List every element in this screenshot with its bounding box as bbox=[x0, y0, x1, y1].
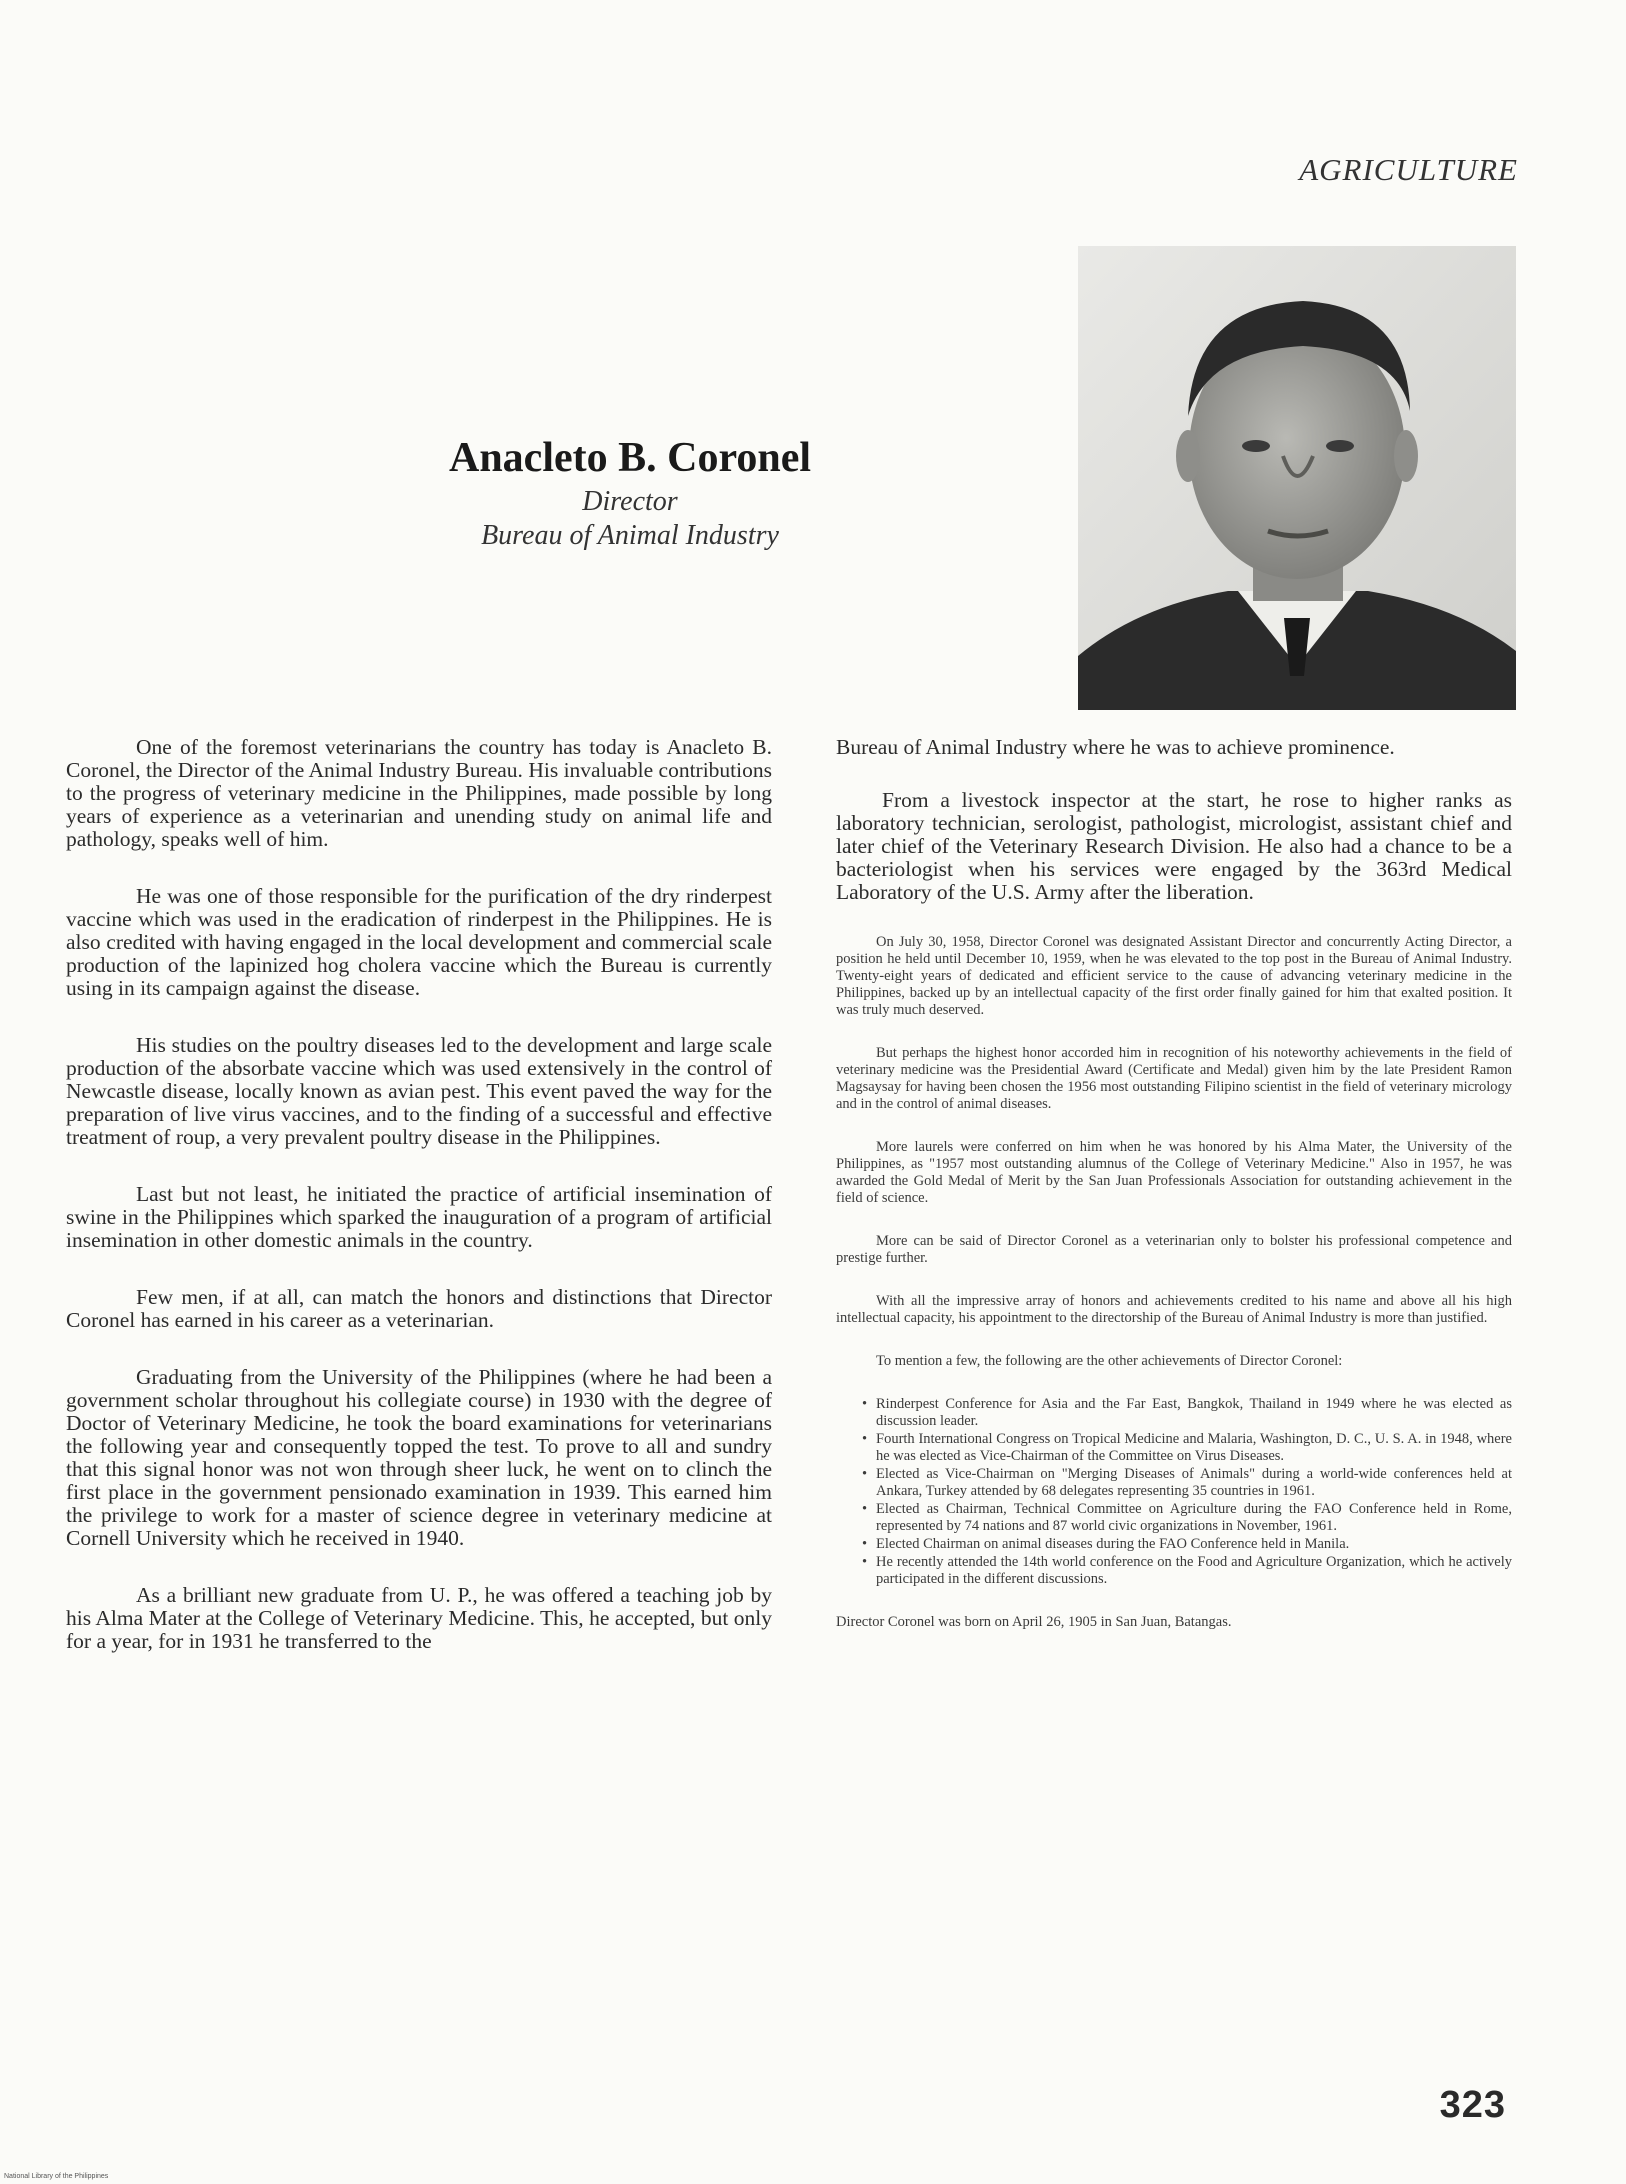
left-column bbox=[66, 736, 772, 1687]
closing-line: Director Coronel was born on April 26, 1905 in San Juan, Batangas. bbox=[836, 1614, 1232, 1630]
paragraph: His studies on the poultry diseases led to the development and large scale production of the absorbate vaccine which was used extensively in the control of Newcastle disease, locally known as avian pest. This event paved the way for the preparation of live virus vaccines, and to the finding of a successful and effective treatment of roup, a very prevalent poultry disease in the Philippines. bbox=[66, 1033, 772, 1149]
paragraph: Few men, if at all, can match the honors and distinctions that Director Coronel has earned in his career as a veterinarian. bbox=[66, 1285, 772, 1332]
paragraph: One of the foremost veterinarians the country has today is Anacleto B. Coronel, the Director of the Animal Industry Bureau. His invaluable contributions to the progress of veterinary medicine in the Philippines, made possible by long years of experience as a veterinarian and unending study on animal life and pathology, speaks well of him. bbox=[66, 735, 772, 851]
person-role: Director bbox=[582, 486, 678, 517]
paragraph: From a livestock inspector at the start, he rose to higher ranks as laboratory technician, serologist, pathologist, micrologist, assistant chief and later chief of the Veterinary Research Division. He also had a chance to be a bacteriologist when his services were engaged by the 363rd Medical Laboratory of the U.S. Army after the liberation. bbox=[836, 788, 1512, 904]
achievements-list bbox=[836, 1396, 1512, 1588]
paragraph: As a brilliant new graduate from U. P., he was offered a teaching job by his Alma Mater at the College of Veterinary Medicine. This, he accepted, but only for a year, for in 1931 he transferred to the bbox=[66, 1583, 772, 1653]
paragraph: To mention a few, the following are the other achievements of Director Coronel: bbox=[876, 1353, 1343, 1369]
section-label: AGRICULTURE bbox=[1299, 152, 1518, 187]
paragraph: With all the impressive array of honors and achievements credited to his name and above all his high intellectual capacity, his appointment to the directorship of the Bureau of Animal Industry is more than justified. bbox=[836, 1293, 1512, 1326]
paragraph: Bureau of Animal Industry where he was to achieve prominence. bbox=[836, 735, 1395, 759]
list-item: • He recently attended the 14th world conference on the Food and Agriculture Organization, which he actively participated in the different discussions. bbox=[862, 1554, 1512, 1588]
page-number: 323 bbox=[1439, 2084, 1506, 2126]
list-item: • Fourth International Congress on Tropical Medicine and Malaria, Washington, D. C., U. S. A. in 1948, where he was elected as Vice-Chairman of the Committee on Virus Diseases. bbox=[862, 1431, 1512, 1465]
right-column bbox=[836, 736, 1512, 1631]
paragraph: More laurels were conferred on him when he was honored by his Alma Mater, the University of the Philippines, as "1957 most outstanding alumnus of the College of Veterinary Medicine." Also in 1957, he was awarded the Gold Medal of Merit by the San Juan Professionals Association for outstanding achievement in the field of science. bbox=[836, 1139, 1512, 1206]
portrait-illustration bbox=[1078, 246, 1516, 710]
person-organization: Bureau of Animal Industry bbox=[481, 520, 779, 551]
list-item: • Elected Chairman on animal diseases during the FAO Conference held in Manila. bbox=[862, 1536, 1512, 1553]
list-item: • Rinderpest Conference for Asia and the Far East, Bangkok, Thailand in 1949 where he was elected as discussion leader. bbox=[862, 1396, 1512, 1430]
paragraph: He was one of those responsible for the purification of the dry rinderpest vaccine which was used in the eradication of rinderpest in the Philippines. He is also credited with having engaged in the local development and commercial scale production of the lapinized hog cholera vaccine which the Bureau is currently using in its campaign against the disease. bbox=[66, 884, 772, 1000]
footer-tag: National Library of the Philippines bbox=[4, 2173, 109, 2180]
portrait-photo bbox=[1078, 246, 1516, 710]
paragraph: But perhaps the highest honor accorded him in recognition of his noteworthy achievements in the field of veterinary medicine was the Presidential Award (Certificate and Medal) given him by the late President Ramon Magsaysay for having been chosen the 1956 most outstanding Filipino scientist in the field of veterinary micrology and in the control of animal diseases. bbox=[836, 1045, 1512, 1112]
list-item: • Elected as Vice-Chairman on "Merging Diseases of Animals" during a world-wide conferences held at Ankara, Turkey attended by 68 delegates representing 35 countries in 1961. bbox=[862, 1466, 1512, 1500]
paragraph: Last but not least, he initiated the practice of artificial insemination of swine in the Philippines which sparked the inauguration of a program of artificial insemination in other domestic animals in the country. bbox=[66, 1182, 772, 1252]
paragraph: On July 30, 1958, Director Coronel was designated Assistant Director and concurrently Acting Director, a position he held until December 10, 1959, when he was elevated to the top post in the Bureau of Animal Industry. Twenty-eight years of dedicated and efficient service to the cause of advancing veterinary medicine in the Philippines, backed up by an intellectual capacity of the first order finally gained for him that exalted position. It was truly much deserved. bbox=[836, 934, 1512, 1018]
paragraph: More can be said of Director Coronel as a veterinarian only to bolster his professional competence and prestige further. bbox=[836, 1233, 1512, 1266]
list-item: • Elected as Chairman, Technical Committee on Agriculture during the FAO Conference held in Rome, represented by 74 nations and 87 world civic organizations in November, 1961. bbox=[862, 1501, 1512, 1535]
paragraph: Graduating from the University of the Philippines (where he had been a government scholar throughout his collegiate course) in 1930 with the degree of Doctor of Veterinary Medicine, he took the board examinations for veterinarians the following year and consequently topped the test. To prove to all and sundry that this signal honor was not won through sheer luck, he went on to clinch the first place in the government pensionado examination in 1939. This earned him the privilege to work for a master of science degree in veterinary medicine at Cornell University which he received in 1940. bbox=[66, 1365, 772, 1550]
person-name: Anacleto B. Coronel bbox=[448, 435, 812, 481]
title-block bbox=[380, 434, 880, 552]
